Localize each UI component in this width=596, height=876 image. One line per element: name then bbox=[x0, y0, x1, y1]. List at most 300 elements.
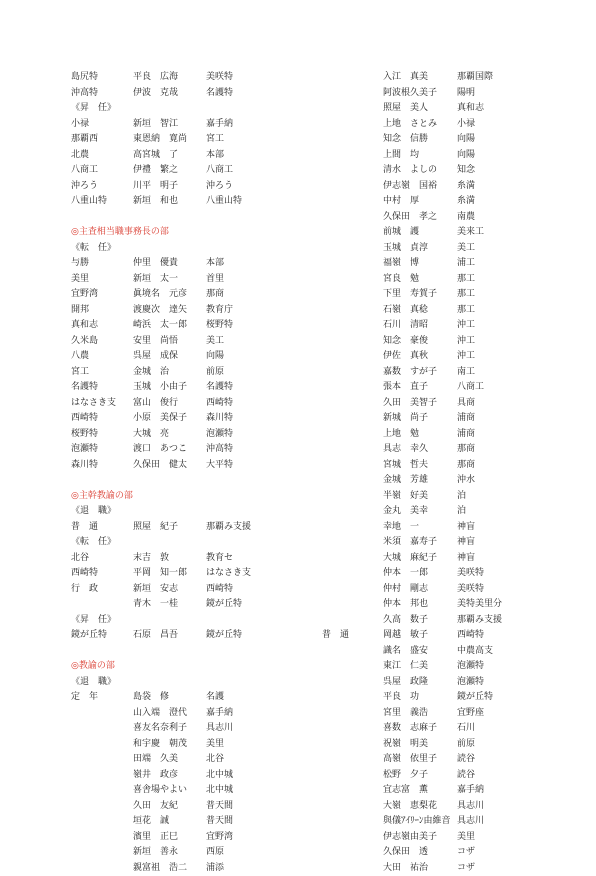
personnel-row bbox=[383, 318, 583, 334]
school-name: 浦商 bbox=[457, 411, 475, 427]
personnel-row bbox=[383, 814, 583, 830]
person-name: 末吉 敦 bbox=[133, 551, 206, 567]
school-from: 《転 任》 bbox=[71, 241, 133, 257]
personnel-row bbox=[71, 427, 371, 443]
school-to bbox=[206, 644, 316, 660]
school-name: 美来工 bbox=[457, 225, 484, 241]
school-from: 鏡が丘特 bbox=[71, 628, 133, 644]
school-name: 向陽 bbox=[457, 132, 475, 148]
personnel-row bbox=[71, 70, 371, 86]
personnel-row bbox=[383, 535, 583, 551]
school-from bbox=[71, 768, 133, 784]
person-name: 幸地 一 bbox=[383, 520, 457, 536]
school-name: 美特美里分 bbox=[457, 597, 502, 613]
personnel-row bbox=[71, 752, 371, 768]
personnel-row bbox=[71, 287, 371, 303]
person-name: 石原 昌吾 bbox=[133, 628, 206, 644]
school-from bbox=[71, 706, 133, 722]
school-to bbox=[206, 535, 316, 551]
school-from: 宜野湾 bbox=[71, 287, 133, 303]
school-to bbox=[206, 473, 316, 489]
school-name: 浦工 bbox=[457, 256, 475, 272]
school-to: 美工 bbox=[206, 334, 316, 350]
school-from: 《転 任》 bbox=[71, 535, 133, 551]
school-to: 西原 bbox=[206, 845, 316, 861]
school-to bbox=[206, 241, 316, 257]
school-name: 糸満 bbox=[457, 194, 475, 210]
personnel-row bbox=[383, 163, 583, 179]
person-name: 宮里 義浩 bbox=[383, 706, 457, 722]
person-name: 平良 功 bbox=[383, 690, 457, 706]
personnel-row bbox=[71, 737, 371, 753]
person-name: 伊禮 繁之 bbox=[133, 163, 206, 179]
personnel-row bbox=[71, 644, 371, 660]
personnel-row bbox=[383, 737, 583, 753]
school-to: 八重山特 bbox=[206, 194, 316, 210]
personnel-row bbox=[71, 582, 371, 598]
school-from: 宮工 bbox=[71, 365, 133, 381]
person-name: 平良 広海 bbox=[133, 70, 206, 86]
person-name: 玉城 小由子 bbox=[133, 380, 206, 396]
school-from: 島尻特 bbox=[71, 70, 133, 86]
school-to bbox=[188, 659, 298, 675]
school-to: 大平特 bbox=[206, 458, 316, 474]
school-name: 具志川 bbox=[457, 814, 484, 830]
personnel-row bbox=[383, 551, 583, 567]
person-name: 新垣 智江 bbox=[133, 117, 206, 133]
person-name: 米須 嘉寿子 bbox=[383, 535, 457, 551]
school-from bbox=[71, 814, 133, 830]
school-name: コザ bbox=[457, 845, 475, 861]
person-name bbox=[133, 675, 206, 691]
school-name: 沖工 bbox=[457, 318, 475, 334]
personnel-row bbox=[383, 179, 583, 195]
left-column bbox=[71, 70, 371, 876]
personnel-row bbox=[383, 272, 583, 288]
person-name: 久田 美智子 bbox=[383, 396, 457, 412]
person-name: 入江 真美 bbox=[383, 70, 457, 86]
school-to: 鏡が丘特 bbox=[206, 597, 316, 613]
person-name: 上地 さとみ bbox=[383, 117, 457, 133]
person-name: 渡口 あつこ bbox=[133, 442, 206, 458]
school-from: 久米島 bbox=[71, 334, 133, 350]
person-name: 安里 尚悟 bbox=[133, 334, 206, 350]
school-to: 普天間 bbox=[206, 799, 316, 815]
personnel-row bbox=[71, 148, 371, 164]
person-name: 高嶺 依里子 bbox=[383, 752, 457, 768]
person-name: 伊波 克哉 bbox=[133, 86, 206, 102]
school-from: 《昇 任》 bbox=[71, 101, 133, 117]
school-to: 宜野湾 bbox=[206, 830, 316, 846]
personnel-row bbox=[71, 721, 371, 737]
personnel-row bbox=[383, 566, 583, 582]
school-name: 八商工 bbox=[457, 380, 484, 396]
school-from: 北農 bbox=[71, 148, 133, 164]
personnel-row bbox=[383, 148, 583, 164]
person-name: 久保田 孝之 bbox=[383, 210, 457, 226]
person-name: 岡越 敏子 bbox=[383, 628, 457, 644]
personnel-row bbox=[383, 830, 583, 846]
person-name: 玉城 貞淳 bbox=[383, 241, 457, 257]
school-from: 《退 職》 bbox=[71, 504, 133, 520]
person-name: 高宮城 了 bbox=[133, 148, 206, 164]
person-name: 呉屋 政隆 bbox=[383, 675, 457, 691]
person-name: 久田 友紀 bbox=[133, 799, 206, 815]
person-name bbox=[133, 241, 206, 257]
school-to: 嘉手納 bbox=[206, 117, 316, 133]
personnel-row bbox=[71, 318, 371, 334]
school-name: 読谷 bbox=[457, 768, 475, 784]
school-from: ◎主査相当職事務長の部 bbox=[71, 225, 169, 241]
person-name: 上地 勉 bbox=[383, 427, 457, 443]
personnel-row bbox=[383, 582, 583, 598]
school-from: 《昇 任》 bbox=[71, 613, 133, 629]
school-to: 首里 bbox=[206, 272, 316, 288]
retirement-type-label: 普 通 bbox=[322, 628, 349, 644]
personnel-row bbox=[71, 101, 371, 117]
school-to: 美咲特 bbox=[206, 70, 316, 86]
school-from: 真和志 bbox=[71, 318, 133, 334]
person-name: 具志 幸久 bbox=[383, 442, 457, 458]
person-name: 新垣 善永 bbox=[133, 845, 206, 861]
school-to bbox=[206, 101, 316, 117]
personnel-row bbox=[71, 380, 371, 396]
personnel-row bbox=[71, 473, 371, 489]
school-name: コザ bbox=[457, 861, 475, 876]
person-name: 金丸 美幸 bbox=[383, 504, 457, 520]
personnel-row bbox=[383, 675, 583, 691]
school-to: 那覇み支援 bbox=[206, 520, 316, 536]
school-name: 那商 bbox=[457, 458, 475, 474]
section-heading bbox=[71, 225, 371, 241]
school-from: 名護特 bbox=[71, 380, 133, 396]
school-to: 教育セ bbox=[206, 551, 316, 567]
personnel-row bbox=[383, 225, 583, 241]
personnel-row bbox=[383, 396, 583, 412]
person-name: 松野 夕子 bbox=[383, 768, 457, 784]
person-name: 清水 よしの bbox=[383, 163, 457, 179]
person-name: 大城 麻紀子 bbox=[383, 551, 457, 567]
school-to: 前原 bbox=[206, 365, 316, 381]
school-to: 名護特 bbox=[206, 86, 316, 102]
school-to: 名護特 bbox=[206, 380, 316, 396]
school-to: 桜野特 bbox=[206, 318, 316, 334]
person-name: 祝嶺 明美 bbox=[383, 737, 457, 753]
school-from: 泡瀬特 bbox=[71, 442, 133, 458]
school-to: 森川特 bbox=[206, 411, 316, 427]
school-from bbox=[71, 783, 133, 799]
person-name bbox=[133, 644, 206, 660]
right-column bbox=[383, 70, 583, 876]
school-name: 鏡が丘特 bbox=[457, 690, 493, 706]
person-name: 石嶺 真稔 bbox=[383, 303, 457, 319]
personnel-row bbox=[383, 768, 583, 784]
personnel-row bbox=[71, 303, 371, 319]
person-name: 東江 仁美 bbox=[383, 659, 457, 675]
personnel-row bbox=[383, 86, 583, 102]
personnel-row bbox=[383, 845, 583, 861]
person-name: 仲本 邦也 bbox=[383, 597, 457, 613]
person-name: 伊佐 真秋 bbox=[383, 349, 457, 365]
personnel-row bbox=[383, 132, 583, 148]
school-name: 那覇み支援 bbox=[457, 613, 502, 629]
school-name: 泡瀬特 bbox=[457, 675, 484, 691]
person-name: 前城 護 bbox=[383, 225, 457, 241]
personnel-row bbox=[383, 349, 583, 365]
school-name: 神盲 bbox=[457, 551, 475, 567]
personnel-row bbox=[71, 551, 371, 567]
person-name: 呉屋 成保 bbox=[133, 349, 206, 365]
person-name: 新城 尚子 bbox=[383, 411, 457, 427]
person-name: 中村 厚 bbox=[383, 194, 457, 210]
personnel-row bbox=[71, 458, 371, 474]
person-name: 與儀ｱｲﾘｰﾝ由維音 bbox=[383, 814, 457, 830]
school-to: 北中城 bbox=[206, 768, 316, 784]
school-name: 前原 bbox=[457, 737, 475, 753]
personnel-row bbox=[71, 132, 371, 148]
person-name: 下里 寿賀子 bbox=[383, 287, 457, 303]
personnel-row bbox=[71, 442, 371, 458]
person-name bbox=[133, 473, 206, 489]
school-to: 具志川 bbox=[206, 721, 316, 737]
school-to: 沖高特 bbox=[206, 442, 316, 458]
school-name: 泡瀬特 bbox=[457, 659, 484, 675]
school-from: 八商工 bbox=[71, 163, 133, 179]
school-to: 鏡が丘特 bbox=[206, 628, 316, 644]
person-name: 嶺井 政彦 bbox=[133, 768, 206, 784]
school-to: 沖ろう bbox=[206, 179, 316, 195]
school-from: 八農 bbox=[71, 349, 133, 365]
personnel-row bbox=[383, 659, 583, 675]
person-name: 嘉数 すが子 bbox=[383, 365, 457, 381]
school-to: はなさき支 bbox=[206, 566, 316, 582]
school-to: 本部 bbox=[206, 256, 316, 272]
person-name: 金城 治 bbox=[133, 365, 206, 381]
personnel-row bbox=[383, 380, 583, 396]
school-name: 糸満 bbox=[457, 179, 475, 195]
person-name: 久高 数子 bbox=[383, 613, 457, 629]
person-name: 久保田 健太 bbox=[133, 458, 206, 474]
school-name: 読谷 bbox=[457, 752, 475, 768]
school-from: 普 通 bbox=[71, 520, 133, 536]
person-name bbox=[133, 613, 206, 629]
personnel-row bbox=[383, 411, 583, 427]
school-name: 那覇国際 bbox=[457, 70, 493, 86]
school-name: 那工 bbox=[457, 303, 475, 319]
personnel-row bbox=[383, 473, 583, 489]
school-name: 南農 bbox=[457, 210, 475, 226]
school-from: 沖ろう bbox=[71, 179, 133, 195]
personnel-row bbox=[71, 535, 371, 551]
person-name: 渡慶次 達矢 bbox=[133, 303, 206, 319]
person-name: 新垣 和也 bbox=[133, 194, 206, 210]
person-name: 喜友名奈利子 bbox=[133, 721, 206, 737]
personnel-row bbox=[383, 690, 583, 706]
school-name: 泊 bbox=[457, 504, 466, 520]
personnel-row bbox=[71, 272, 371, 288]
school-to bbox=[206, 210, 316, 226]
person-name: 久保田 透 bbox=[383, 845, 457, 861]
school-from: 那覇西 bbox=[71, 132, 133, 148]
person-name: 仲村 剛志 bbox=[383, 582, 457, 598]
school-name: 那工 bbox=[457, 272, 475, 288]
school-from bbox=[71, 210, 133, 226]
person-name: 伊志嶺 国裕 bbox=[383, 179, 457, 195]
school-name: 真和志 bbox=[457, 101, 484, 117]
person-name: 喜数 志麻子 bbox=[383, 721, 457, 737]
school-from bbox=[71, 861, 133, 876]
personnel-row bbox=[71, 566, 371, 582]
person-name: 照屋 美人 bbox=[383, 101, 457, 117]
personnel-row bbox=[383, 752, 583, 768]
personnel-row bbox=[71, 690, 371, 706]
personnel-row bbox=[71, 830, 371, 846]
school-name: 南工 bbox=[457, 365, 475, 381]
person-name bbox=[115, 659, 188, 675]
school-to: 那商 bbox=[206, 287, 316, 303]
personnel-row bbox=[71, 675, 371, 691]
personnel-row bbox=[71, 783, 371, 799]
school-to bbox=[242, 225, 352, 241]
personnel-row bbox=[71, 194, 371, 210]
personnel-row bbox=[71, 163, 371, 179]
person-name: 照屋 紀子 bbox=[133, 520, 206, 536]
personnel-row bbox=[71, 241, 371, 257]
school-to: 西崎特 bbox=[206, 396, 316, 412]
personnel-row bbox=[383, 241, 583, 257]
personnel-row bbox=[383, 504, 583, 520]
school-from: 八重山特 bbox=[71, 194, 133, 210]
person-name: 宮良 勉 bbox=[383, 272, 457, 288]
school-to: 普天間 bbox=[206, 814, 316, 830]
person-name: 大嶺 恵梨花 bbox=[383, 799, 457, 815]
personnel-row bbox=[71, 799, 371, 815]
person-name: 青木 一桂 bbox=[133, 597, 206, 613]
personnel-row bbox=[71, 210, 371, 226]
personnel-row bbox=[71, 179, 371, 195]
school-to: 名護 bbox=[206, 690, 316, 706]
personnel-row bbox=[383, 117, 583, 133]
school-from: 《退 職》 bbox=[71, 675, 133, 691]
school-name: 美里 bbox=[457, 830, 475, 846]
personnel-row bbox=[71, 613, 371, 629]
personnel-row bbox=[383, 861, 583, 876]
school-name: 沖工 bbox=[457, 349, 475, 365]
personnel-row bbox=[383, 644, 583, 660]
school-from: ◎教諭の部 bbox=[71, 659, 115, 675]
personnel-row bbox=[383, 520, 583, 536]
school-from bbox=[71, 830, 133, 846]
personnel-row bbox=[383, 427, 583, 443]
school-from: 開邦 bbox=[71, 303, 133, 319]
school-to: 北谷 bbox=[206, 752, 316, 768]
school-from: はなさき支 bbox=[71, 396, 133, 412]
personnel-row bbox=[71, 504, 371, 520]
school-to bbox=[206, 504, 316, 520]
school-from: 西崎特 bbox=[71, 566, 133, 582]
school-from: 桜野特 bbox=[71, 427, 133, 443]
person-name: 半嶺 好美 bbox=[383, 489, 457, 505]
personnel-row bbox=[383, 458, 583, 474]
school-to: 八商工 bbox=[206, 163, 316, 179]
person-name bbox=[133, 504, 206, 520]
school-name: 那工 bbox=[457, 287, 475, 303]
personnel-row bbox=[71, 256, 371, 272]
person-name: 川平 明子 bbox=[133, 179, 206, 195]
school-to bbox=[206, 613, 316, 629]
school-name: 石川 bbox=[457, 721, 475, 737]
person-name: 宜志富 薫 bbox=[383, 783, 457, 799]
person-name bbox=[133, 535, 206, 551]
person-name bbox=[133, 489, 206, 505]
school-to: 向陽 bbox=[206, 349, 316, 365]
person-name: 金城 芳雄 bbox=[383, 473, 457, 489]
school-name: 小禄 bbox=[457, 117, 475, 133]
school-to bbox=[206, 675, 316, 691]
person-name bbox=[169, 225, 242, 241]
person-name: 福嶺 博 bbox=[383, 256, 457, 272]
personnel-row bbox=[71, 365, 371, 381]
school-from bbox=[71, 799, 133, 815]
personnel-row bbox=[383, 442, 583, 458]
school-from: 西崎特 bbox=[71, 411, 133, 427]
personnel-row bbox=[383, 799, 583, 815]
personnel-row bbox=[71, 861, 371, 876]
school-from: 美里 bbox=[71, 272, 133, 288]
school-from bbox=[71, 473, 133, 489]
person-name: 山入端 澄代 bbox=[133, 706, 206, 722]
person-name: 小原 美保子 bbox=[133, 411, 206, 427]
personnel-row bbox=[71, 117, 371, 133]
personnel-row bbox=[383, 194, 583, 210]
personnel-row bbox=[383, 365, 583, 381]
personnel-row bbox=[71, 520, 371, 536]
school-from: 森川特 bbox=[71, 458, 133, 474]
school-name: 向陽 bbox=[457, 148, 475, 164]
personnel-row bbox=[71, 814, 371, 830]
person-name: 崎浜 太一郎 bbox=[133, 318, 206, 334]
person-name: 新垣 安志 bbox=[133, 582, 206, 598]
school-name: 具志川 bbox=[457, 799, 484, 815]
personnel-row bbox=[71, 768, 371, 784]
section-heading bbox=[71, 489, 371, 505]
person-name: 仲本 一郎 bbox=[383, 566, 457, 582]
person-name: 富山 俊行 bbox=[133, 396, 206, 412]
school-to: 美里 bbox=[206, 737, 316, 753]
personnel-row bbox=[383, 613, 583, 629]
person-name: 大城 亮 bbox=[133, 427, 206, 443]
school-name: 泊 bbox=[457, 489, 466, 505]
school-from bbox=[71, 845, 133, 861]
section-heading bbox=[71, 659, 371, 675]
school-name: 美咲特 bbox=[457, 566, 484, 582]
school-name: 神盲 bbox=[457, 535, 475, 551]
school-to: 泡瀬特 bbox=[206, 427, 316, 443]
personnel-row bbox=[71, 597, 371, 613]
person-name: 石川 清昭 bbox=[383, 318, 457, 334]
school-name: 中農高支 bbox=[457, 644, 493, 660]
school-name: 美工 bbox=[457, 241, 475, 257]
person-name: 平岡 知一郎 bbox=[133, 566, 206, 582]
school-from bbox=[71, 644, 133, 660]
person-name: 東恩納 寛尚 bbox=[133, 132, 206, 148]
person-name: 濱里 正巳 bbox=[133, 830, 206, 846]
person-name bbox=[133, 210, 206, 226]
personnel-row bbox=[71, 334, 371, 350]
personnel-row bbox=[71, 86, 371, 102]
personnel-row bbox=[71, 396, 371, 412]
person-name: 知念 信勝 bbox=[383, 132, 457, 148]
